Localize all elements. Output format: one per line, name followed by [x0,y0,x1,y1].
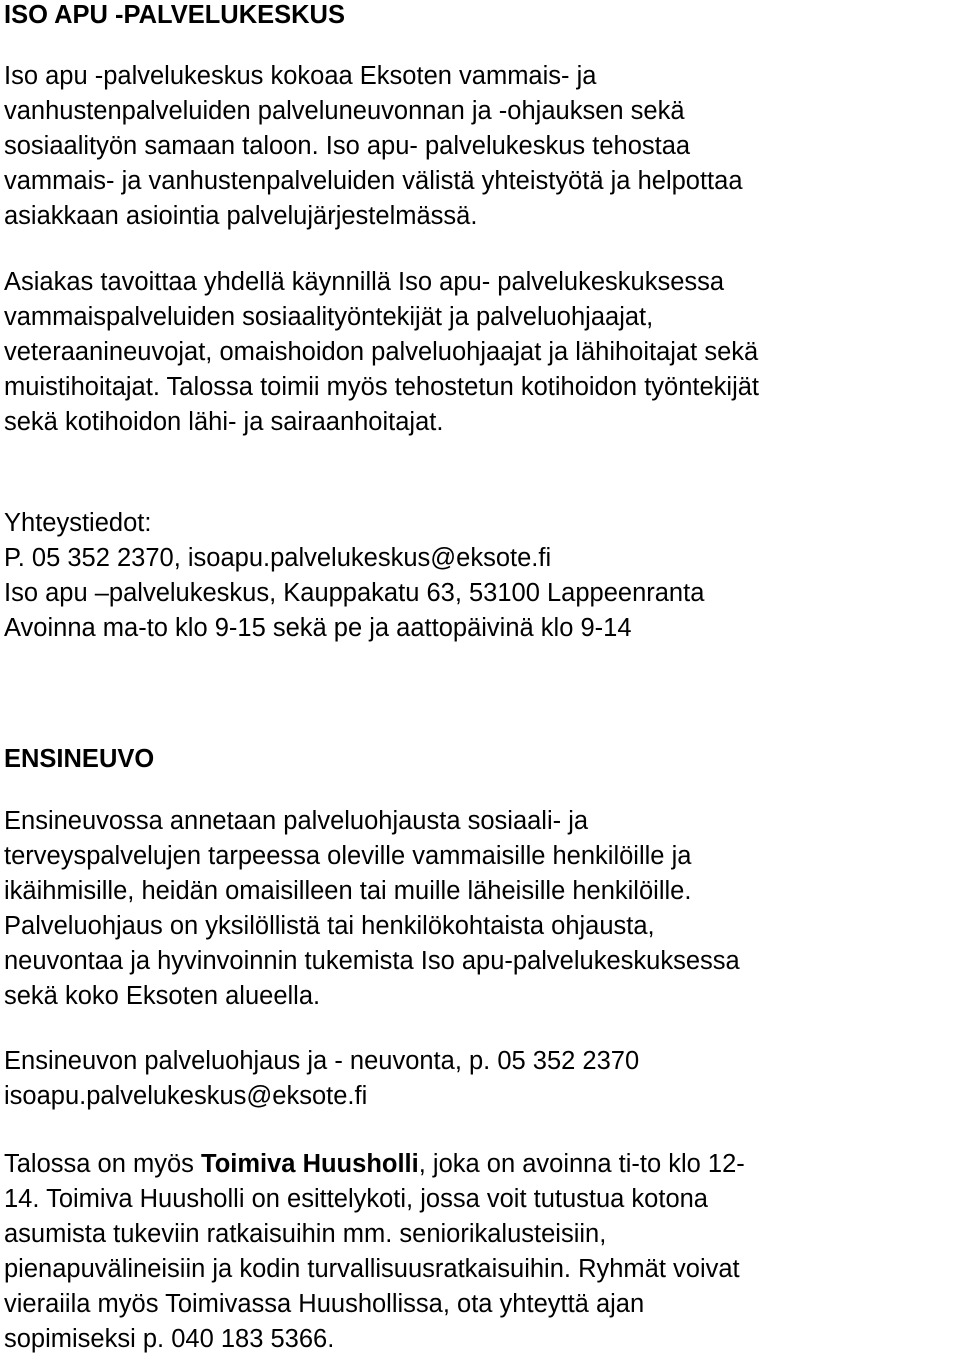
contact-info [4,506,704,646]
text-line: Asiakas tavoittaa yhdellä käynnillä Iso apu- palvelukeskuksessa [4,268,725,296]
ensineuvo-paragraph [4,804,740,1014]
text-line: neuvontaa ja hyvinvoinnin tukemista Iso apu-palvelukeskuksessa [4,947,740,975]
text-line: sosiaalityön samaan taloon. Iso apu- palvelukeskus tehostaa [4,132,691,160]
ensineuvo-contact [4,1044,639,1114]
text-line: muistihoitajat. Talossa toimii myös tehostetun kotihoidon työntekijät [4,373,760,401]
contact-label: Yhteystiedot: [4,509,152,537]
text-line: vammaispalveluiden sosiaalityöntekijät ja palveluohjaajat, [4,303,654,331]
text-line: terveyspalvelujen tarpeessa oleville vammaisille henkilöille ja [4,842,692,870]
contact-address: Iso apu –palvelukeskus, Kauppakatu 63, 53100 Lappeenranta [4,579,705,607]
text-line: asumista tukeviin ratkaisuihin mm. seniorikalusteisiin, [4,1220,607,1248]
text-line: 14. Toimiva Huusholli on esittelykoti, jossa voit tutustua kotona [4,1185,708,1213]
text-line: asiakkaan asiointia palvelujärjestelmässä. [4,202,478,230]
text-line: Iso apu -palvelukeskus kokoaa Eksoten vammais- ja [4,62,597,90]
text-line: Palveluohjaus on yksilöllistä tai henkilökohtaista ohjausta, [4,912,655,940]
text-line: sopimiseksi p. 040 183 5366. [4,1325,335,1353]
text-line [4,1147,745,1182]
text-line: sekä koko Eksoten alueella. [4,982,321,1010]
huusholli-paragraph [4,1147,745,1357]
text-line: vammais- ja vanhustenpalveluiden välistä yhteistyötä ja helpottaa [4,167,743,195]
contact-email: isoapu.palvelukeskus@eksote.fi [4,1082,368,1110]
section-title-ensineuvo: ENSINEUVO [4,745,155,773]
text-line: Ensineuvossa annetaan palveluohjausta sosiaali- ja [4,807,589,835]
text-line: sekä kotihoidon lähi- ja sairaanhoitajat. [4,408,444,436]
text-segment: , joka on avoinna ti-to klo 12- [418,1150,745,1178]
intro-paragraph [4,59,743,234]
contact-phone-email: P. 05 352 2370, isoapu.palvelukeskus@eksote.fi [4,544,552,572]
huusholli-name: Toimiva Huusholli [201,1150,419,1178]
text-line: ikäihmisille, heidän omaisilleen tai muille läheisille henkilöille. [4,877,692,905]
section-title-iso-apu: ISO APU -PALVELUKESKUS [4,1,345,29]
services-paragraph [4,265,759,440]
text-line: Ensineuvon palveluohjaus ja - neuvonta, p. 05 352 2370 [4,1047,640,1075]
text-segment: Talossa on myös [4,1150,202,1178]
text-line: vieraiila myös Toimivassa Huushollissa, ota yhteyttä ajan [4,1290,645,1318]
contact-hours: Avoinna ma-to klo 9-15 sekä pe ja aattopäivinä klo 9-14 [4,614,632,642]
text-line: vanhustenpalveluiden palveluneuvonnan ja -ohjauksen sekä [4,97,685,125]
text-line: pienapuvälineisiin ja kodin turvallisuusratkaisuihin. Ryhmät voivat [4,1255,740,1283]
text-line: veteraanineuvojat, omaishoidon palveluohjaajat ja lähihoitajat sekä [4,338,759,366]
